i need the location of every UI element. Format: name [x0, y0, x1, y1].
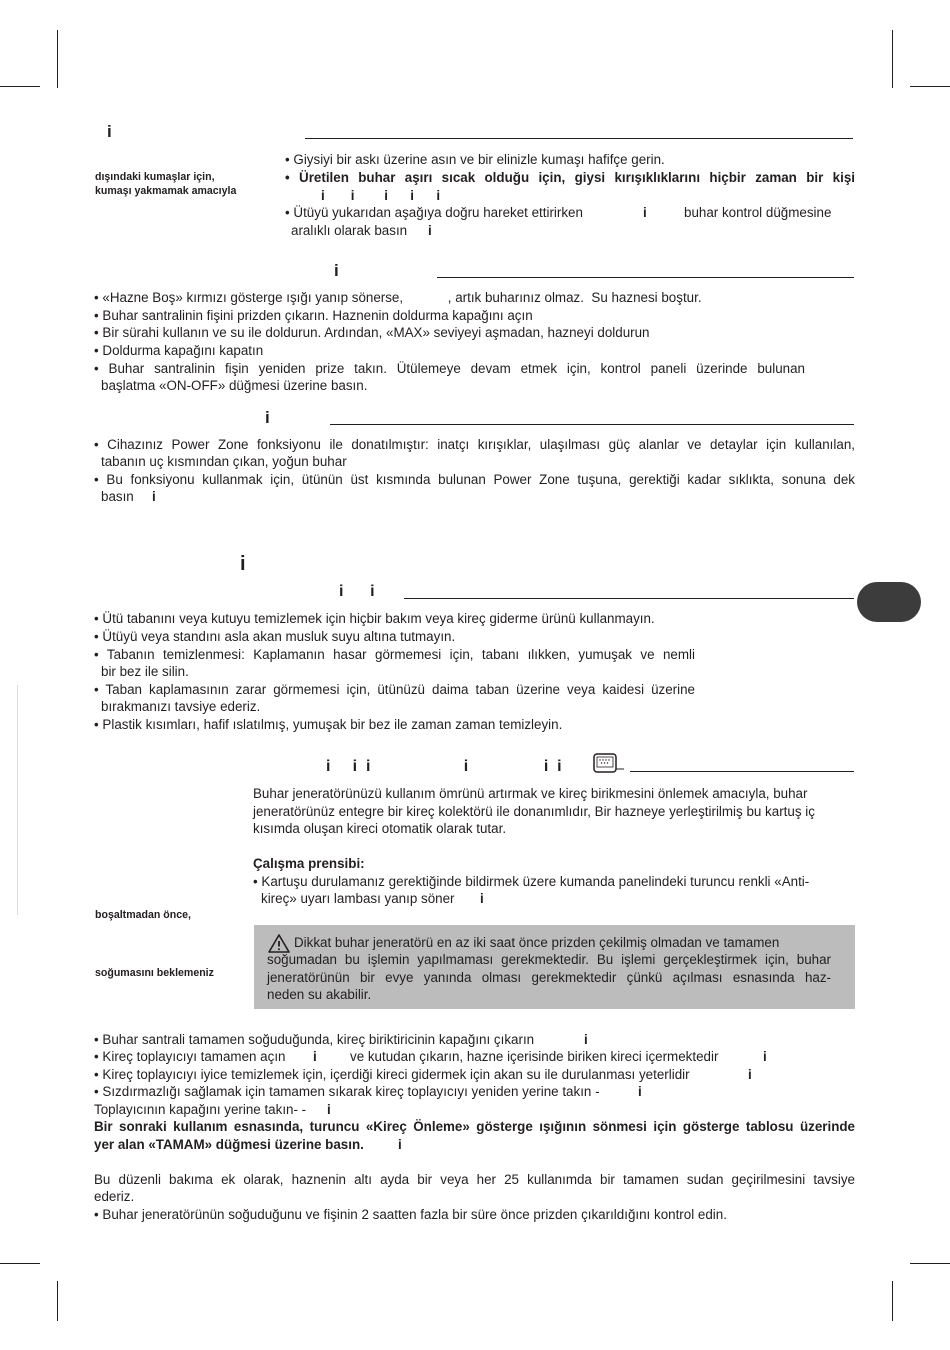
- crop-mark: [0, 86, 40, 87]
- marker: i: [763, 1049, 767, 1064]
- descale-icon: [592, 753, 626, 775]
- side-note: boşaltmadan önce,: [95, 909, 191, 921]
- list-item: • Kartuşu durulamanız gerektiğinde bildirmek üzere kumanda panelindeki turuncu renkli «Anti-: [253, 874, 810, 889]
- heading-rule: [330, 424, 854, 425]
- list-item: • Kireç toplayıcıyı tamamen açın: [94, 1049, 286, 1064]
- list-item: • Üretilen buhar aşırı sıcak olduğu için, giysi kırışıklıklarını hiçbir zaman bir kişi: [285, 170, 855, 185]
- marker: i: [313, 1049, 317, 1064]
- heading-rule: [305, 138, 853, 139]
- list-item: • Buhar santralinin fişin yeniden prize takın. Ütülemeye devam etmek için, kontrol paneli üzerinde bulunan: [94, 361, 805, 376]
- marker: i: [584, 1032, 588, 1047]
- paragraph: jeneratörünüz entegre bir kireç kolektörü ile donanımlıdır, Bir hazneye yerleştirilmiş bu kartuş iç: [253, 804, 815, 819]
- list-item: bırakmanızı tavsiye ederiz.: [101, 699, 261, 714]
- marker: i: [748, 1067, 752, 1082]
- marker: i: [643, 205, 647, 220]
- section-heading: i: [265, 408, 270, 427]
- paragraph: ederiz.: [94, 1189, 135, 1204]
- list-item: • Taban kaplamasının zarar görmemesi için, ütünüzü daima taban üzerine veya kaidesi üzerine: [94, 682, 695, 697]
- section-heading: i i i i i i: [326, 758, 562, 775]
- page-tab: [857, 582, 921, 622]
- list-item: • Ütü tabanını veya kutuyu temizlemek için hiçbir bakım veya kireç giderme ürünü kullanmayın.: [94, 611, 655, 626]
- chapter-heading: i: [240, 553, 246, 575]
- crop-mark: [892, 30, 893, 88]
- warning-text: jeneratörünün bir evye yanında olması gerekmektedir çünkü açılması esnasında haz-: [267, 970, 831, 985]
- list-item: • Doldurma kapağını kapatın: [94, 343, 264, 358]
- bold-note: Bir sonraki kullanım esnasında, turuncu «Kireç Önleme» gösterge ışığının sönmesi için gösterge tablosu üzerinde: [94, 1119, 855, 1134]
- list-item: • Kireç toplayıcıyı iyice temizlemek için, içerdiği kireci gidermek için akan su ile durulanması yeterlidir: [94, 1067, 690, 1082]
- side-note: kumaşı yakmamak amacıyla: [95, 185, 237, 197]
- list-item: • Plastik kısımları, hafif ıslatılmış, yumuşak bir bez ile zaman zaman temizleyin.: [94, 717, 563, 732]
- list-item: • Ütüyü yukarıdan aşağıya doğru hareket ettirirken: [285, 205, 583, 220]
- list-item: • Cihazınız Power Zone fonksiyonu ile donatılmıştır: inatçı kırışıklar, ulaşılması güç alanlar ve detaylar için kullanılan,: [94, 437, 855, 452]
- crop-mark: [57, 30, 58, 88]
- section-heading: i i: [339, 583, 375, 600]
- list-item: • Buhar santralinin fişini prizden çıkarın. Haznenin doldurma kapağını açın: [94, 308, 533, 323]
- list-item: • «Hazne Boş» kırmızı gösterge ışığı yanıp sönerse, , artık buharınız olmaz. Su haznesi boştur.: [94, 290, 702, 305]
- marker: i: [638, 1084, 642, 1099]
- paragraph: Bu düzenli bakıma ek olarak, haznenin altı ayda bir veya her 25 kullanımda bir tamamen sudan geçirilmesini tavsiye: [94, 1172, 855, 1187]
- list-item: • Giysiyi bir askı üzerine asın ve bir elinizle kumaşı hafifçe gerin.: [285, 152, 665, 167]
- warning-text: soğumadan bu işlemin yapılmaması gerekmektedir. Bu işlemi gerçekleştirmek için, buhar: [267, 952, 831, 967]
- crop-mark: [892, 1281, 893, 1321]
- side-note: soğumasını beklemeniz: [95, 967, 214, 979]
- list-item: bir bez ile silin.: [101, 664, 189, 679]
- marker: i: [428, 223, 432, 238]
- list-item: kireç» uyarı lambası yanıp söner: [261, 891, 455, 906]
- crop-mark: [57, 1281, 58, 1321]
- list-item: • Buhar jeneratörünün soğuduğunu ve fişinin 2 saatten fazla bir süre önce prizden çıkarıldığını kontrol edin.: [94, 1207, 727, 1222]
- list-item: • Bir sürahi kullanın ve su ile doldurun. Ardından, «MAX» seviyeyi aşmadan, hazneyi doldurun: [94, 325, 650, 340]
- marker: i: [398, 1137, 402, 1152]
- list-item: başlatma «ON-OFF» düğmesi üzerine basın.: [101, 378, 368, 393]
- section-heading: i: [334, 261, 339, 280]
- crop-mark: [910, 1263, 950, 1264]
- warning-text: neden su akabilir.: [267, 987, 372, 1002]
- marker: i: [152, 489, 156, 504]
- section-heading: i: [107, 122, 112, 141]
- list-item: aralıklı olarak basın: [291, 223, 408, 238]
- heading-rule: [404, 598, 854, 599]
- heading-rule: [630, 771, 854, 772]
- crop-mark: [0, 1263, 40, 1264]
- list-item: • Bu fonksiyonu kullanmak için, ütünün üst kısmında bulunan Power Zone tuşuna, gerektiği kadar sıklıkta, sonuna dek: [94, 472, 855, 487]
- marker-row: i i i i i: [321, 188, 441, 203]
- warning-text: Dikkat buhar jeneratörü en az iki saat önce prizden çekilmiş olmadan ve tamamen: [294, 935, 780, 950]
- list-item: ve kutudan çıkarın, hazne içerisinde biriken kireci içermektedir: [350, 1049, 719, 1064]
- margin-line: [17, 685, 18, 915]
- subheading: Çalışma prensibi:: [253, 856, 365, 871]
- crop-mark: [910, 86, 950, 87]
- list-item: buhar kontrol düğmesine: [684, 205, 832, 220]
- list-item: • Ütüyü veya standını asla akan musluk suyu altına tutmayın.: [94, 629, 456, 644]
- paragraph: Buhar jeneratörünüzü kullanım ömrünü artırmak ve kireç birikmesini önlemek amacıyla, buhar: [253, 786, 808, 801]
- list-item: basın: [101, 489, 134, 504]
- heading-rule: [437, 277, 854, 278]
- bold-note: yer alan «TAMAM» düğmesi üzerine basın.: [94, 1137, 364, 1152]
- list-item: • Sızdırmazlığı sağlamak için tamamen sıkarak kireç toplayıcıyı yeniden yerine takın -: [94, 1084, 600, 1099]
- list-item: Toplayıcının kapağını yerine takın- -: [94, 1102, 307, 1117]
- paragraph: kısımda oluşan kireci otomatik olarak tutar.: [253, 821, 507, 836]
- side-note: dışındaki kumaşlar için,: [95, 171, 215, 183]
- list-item: • Buhar santrali tamamen soğuduğunda, kireç biriktiricinin kapağını çıkarın: [94, 1032, 535, 1047]
- marker: i: [327, 1102, 331, 1117]
- list-item: • Tabanın temizlenmesi: Kaplamanın hasar görmemesi için, tabanı ılıkken, yumuşak ve nemli: [94, 647, 695, 662]
- marker: i: [480, 891, 484, 906]
- list-item: tabanın uç kısmından çıkan, yoğun buhar: [101, 454, 347, 469]
